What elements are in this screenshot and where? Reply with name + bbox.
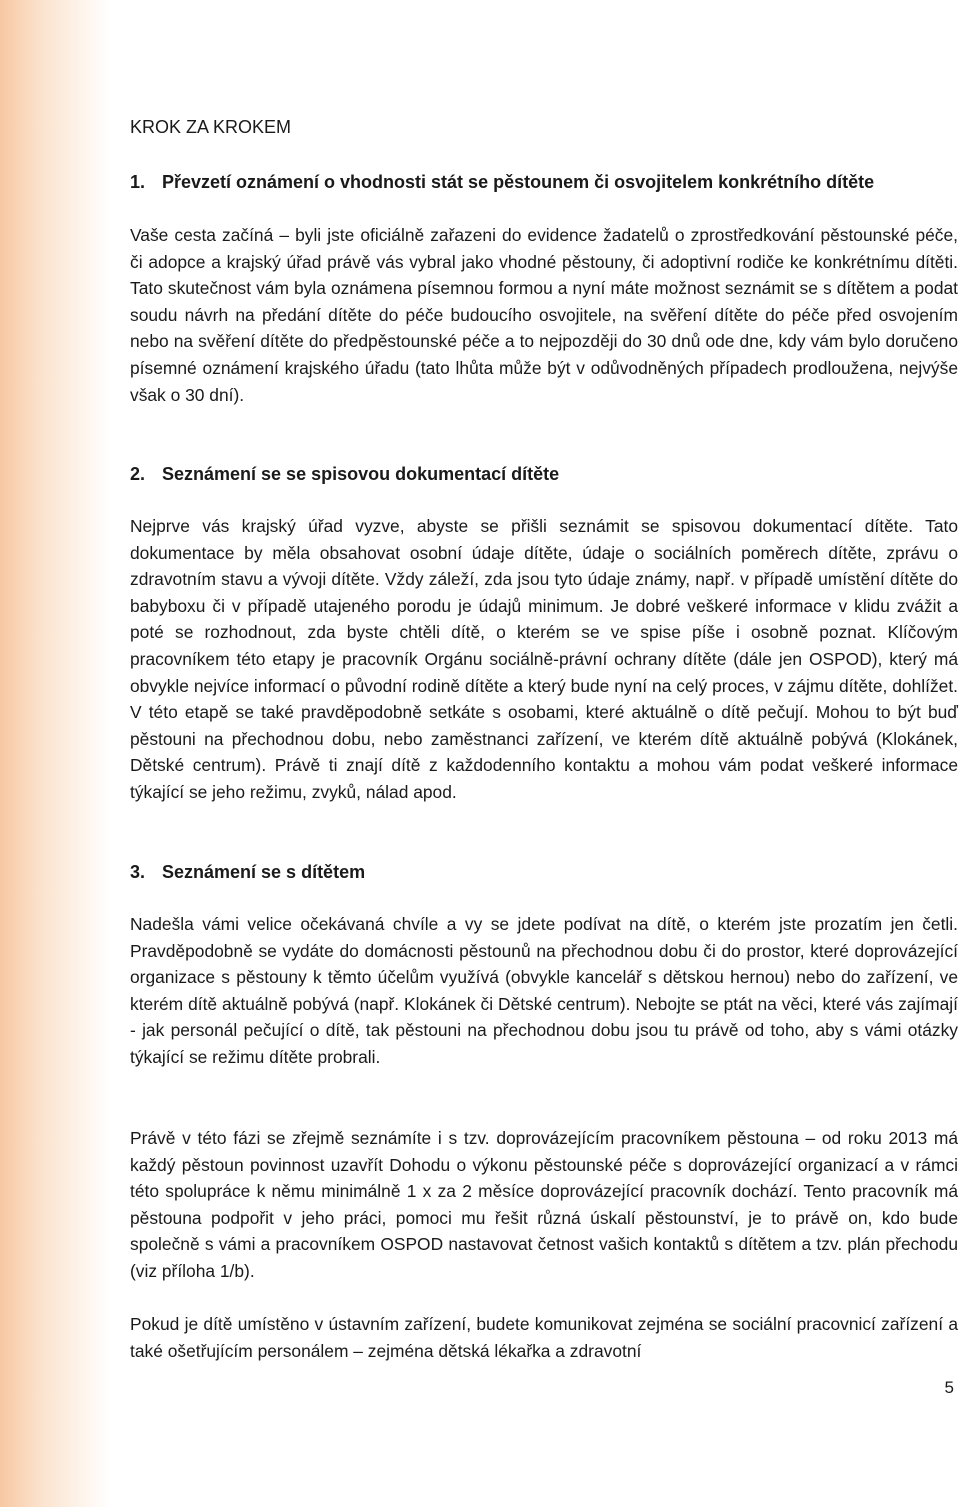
section-1-paragraph: Vaše cesta začíná – byli jste oficiálně zařazeni do evidence žadatelů o zprostředkování pěstounské péče, či adopce a krajský úřad právě vás vybral jako vhodné pěstouny, či adoptivní rodiče ke konkrétnímu dítěti. Tato skutečnost vám byla oznámena písemnou formou a nyní máte možnost seznámit se s dítětem a podat soudu návrh na předání dítěte do péče budoucího osvojitele, na svěření dítěte do péče před osvojením nebo na svěření dítěte do předpěstounské péče a to nejpozději do 30 dnů ode dne, kdy vám bylo doručeno písemné oznámení krajského úřadu (tato lhůta může být v odůvodněných případech prodloužena, nejvýše však o 30 dní). [130,225,958,405]
section-2-paragraph: Nejprve vás krajský úřad vyzve, abyste se přišli seznámit se spisovou dokumentací dítěte. Tato dokumentace by měla obsahovat osobní údaje dítěte, údaje o sociálních poměrech dítěte, zprávu o zdravotním stavu a vývoji dítěte. Vždy záleží, zda jsou tyto údaje známy, např. v případě umístění dítěte do babyboxu či v případě utajeného porodu je údajů minimum. Je dobré veškeré informace v klidu zvážit a poté se rozhodnout, zda byste chtěli dítě, o kterém se ve spise píše i osobně poznat. Klíčovým pracovníkem této etapy je pracovník Orgánu sociálně-právní ochrany dítěte (dále jen OSPOD), který má obvykle nejvíce informací o původní rodině dítěte a který bude nyní na celý proces, v zájmu dítěte, dohlížet. V této etapě se také pravděpodobně setkáte s osobami, které aktuálně o dítě pečují. Mohou to být buď pěstouni na přechodnou dobu, nebo zaměstnanci zařízení, ve kterém dítě aktuálně pobývá (Klokánek, Dětské centrum). Právě ti znají dítě z každodenního kontaktu a mohou vám podat veškeré informace týkající se jeho režimu, zvyků, nálad apod. [130,516,958,802]
section-3-paragraph-2: Právě v této fázi se zřejmě seznámíte i s tzv. doprovázejícím pracovníkem pěstouna – od roku 2013 má každý pěstoun povinnost uzavřít Dohodu o výkonu pěstounské péče s doprovázející organizací a v rámci této spolupráce k němu minimálně 1 x za 2 měsíce doprovázející pracovník dochází. Tento pracovník má pěstouna podpořit v jeho práci, pomoci mu řešit různá úskalí pěstounství, je to právě on, kdo bude společně s vámi a pracovníkem OSPOD nastavovat četnost vašich kontaktů s dítětem a tzv. plán přechodu (viz příloha 1/b). [130,1128,958,1281]
page-number: 5 [944,1378,954,1397]
section-1-number: 1. [130,172,146,192]
section-3-number: 3. [130,862,146,882]
section-3-paragraph-3: Pokud je dítě umístěno v ústavním zařízení, budete komunikovat zejména se sociální pracovnicí zařízení a také ošetřujícím personálem – zejména dětská lékařka a zdravotní [130,1314,958,1361]
section-3-paragraph-1: Nadešla vámi velice očekávaná chvíle a vy se jdete podívat na dítě, o kterém jste prozatím jen četli. Pravděpodobně se vydáte do domácnosti pěstounů na přechodnou dobu či do prostor, které doprovázející organizace s pěstouny k těmto účelům využívá (obvykle kancelář s dětskou hernou) nebo do zařízení, ve kterém dítě aktuálně pobývá (např. Klokánek či Dětské centrum). Nebojte se ptát na věci, které vás zajímají - jak personál pečující o dítě, tak pěstouni na přechodnou dobu jsou tu právě od toho, aby s vámi otázky týkající se režimu dítěte probrali. [130,914,958,1067]
document-title: KROK ZA KROKEM [130,117,292,137]
section-3-heading [130,862,365,883]
page-edge-gradient [0,0,110,1507]
section-2-number: 2. [130,464,146,484]
section-1-title: Převzetí oznámení o vhodnosti stát se pěstounem či osvojitelem konkrétního dítěte [162,172,875,192]
section-3-title: Seznámení se s dítětem [162,862,366,882]
section-1-heading [130,172,874,193]
section-2-heading [130,464,559,485]
section-2-title: Seznámení se se spisovou dokumentací dítěte [162,464,560,484]
